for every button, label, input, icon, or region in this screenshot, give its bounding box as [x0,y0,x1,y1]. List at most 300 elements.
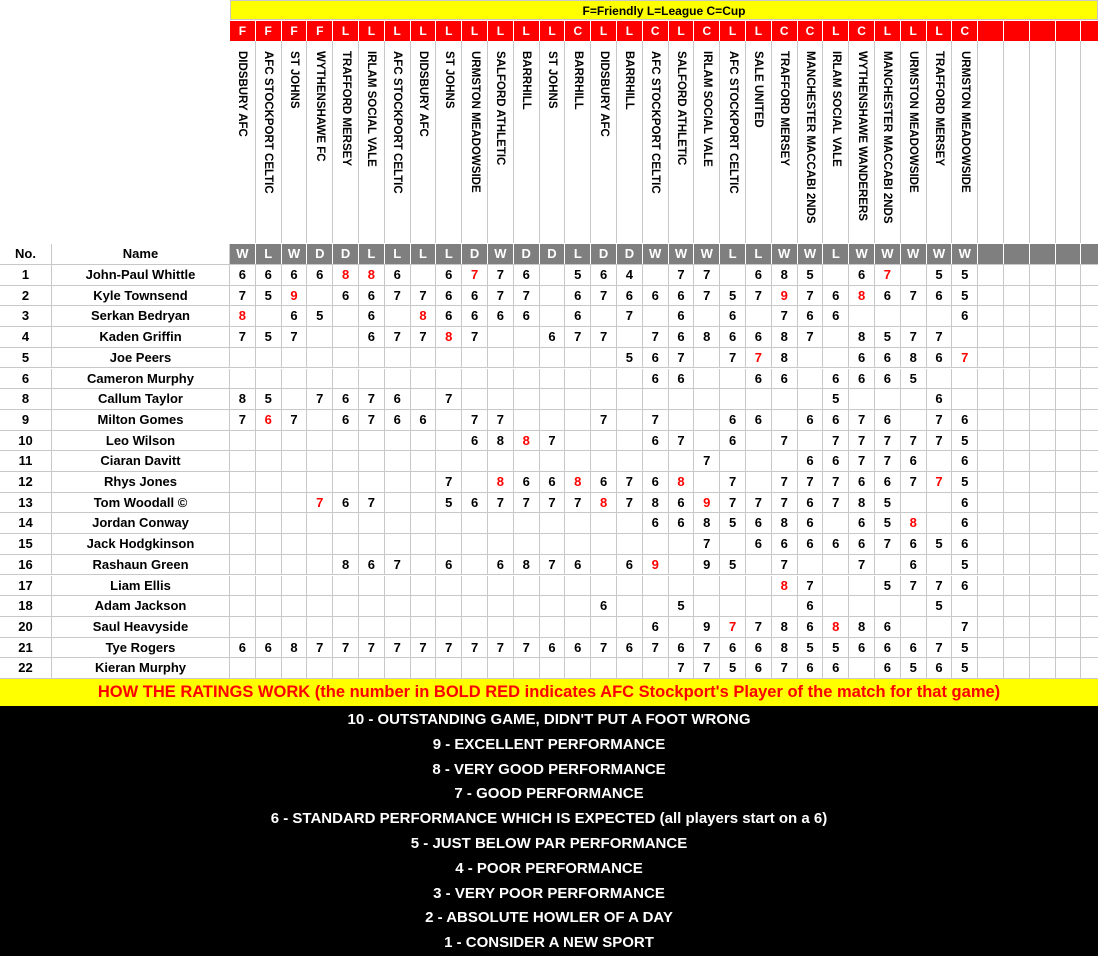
player-rating-cell [462,348,488,369]
player-rating-cell [488,369,514,390]
player-rating-cell [333,534,359,555]
player-rating-cell [1030,638,1056,659]
match-result-cell: L [565,244,591,264]
player-rating-cell: 7 [617,306,643,327]
opponent-header [617,41,643,243]
player-rating-cell [436,658,462,679]
player-rating-cell [282,348,308,369]
player-rating-cell: 5 [952,431,978,452]
player-number: 14 [0,513,52,534]
match-result-cell: L [256,244,282,264]
player-rating-cell: 6 [617,555,643,576]
opponent-header [901,41,927,243]
player-rating-cell [720,576,746,597]
player-rating-cell [1081,513,1098,534]
player-rating-cell [1004,617,1030,638]
player-rating-cell: 8 [772,513,798,534]
player-rating-cell [333,617,359,638]
player-rating-cell [694,472,720,493]
rating-rule: 9 - EXCELLENT PERFORMANCE [432,735,666,753]
opponent-name: TRAFFORD MERSEY [339,51,352,166]
player-rating-cell [462,658,488,679]
player-name: Tom Woodall © [52,493,230,514]
player-rating-cell [1081,451,1098,472]
player-rating-cell: 6 [462,286,488,307]
opponent-name: AFC STOCKPORT CELTIC [649,51,662,194]
player-rating-cell [488,327,514,348]
player-rating-cell: 7 [591,410,617,431]
rating-rule: 2 - ABSOLUTE HOWLER OF A DAY [425,909,673,927]
player-rating-cell [1056,265,1082,286]
player-rating-cell [1056,348,1082,369]
player-rating-cell [256,451,282,472]
player-rating-cell [927,306,953,327]
player-rating-cell: 8 [411,306,437,327]
player-rating-cell [282,431,308,452]
player-rating-cell: 7 [436,389,462,410]
player-rating-cell [256,617,282,638]
player-rating-cell [256,555,282,576]
player-rating-cell: 8 [901,513,927,534]
player-rating-cell [565,431,591,452]
player-rating-cell [978,576,1004,597]
player-rating-cell: 7 [772,472,798,493]
player-rating-cell: 6 [849,513,875,534]
opponent-name: WYTHENSHAWE FC [313,51,326,162]
player-rating-cell: 7 [952,617,978,638]
player-rating-cell: 7 [411,638,437,659]
player-name: Milton Gomes [52,410,230,431]
player-rating-cell: 7 [823,431,849,452]
player-rating-cell [617,410,643,431]
player-rating-cell: 6 [591,472,617,493]
player-rating-cell [436,431,462,452]
player-rating-cell [591,658,617,679]
player-rating-cell [359,513,385,534]
player-rating-cell: 7 [514,286,540,307]
player-rating-cell [694,369,720,390]
player-name: Rhys Jones [52,472,230,493]
player-rating-cell [565,534,591,555]
match-result-cell [1081,244,1098,264]
player-rating-cell: 6 [333,493,359,514]
player-rating-cell [875,389,901,410]
player-rating-cell: 6 [772,534,798,555]
player-rating-cell: 6 [746,513,772,534]
player-rating-cell: 6 [875,658,901,679]
player-rating-cell [333,451,359,472]
opponent-header [746,41,772,243]
player-rating-cell: 6 [540,638,566,659]
player-rating-cell: 7 [230,327,256,348]
player-rating-cell [488,576,514,597]
player-rating-cell: 7 [901,286,927,307]
player-rating-cell: 6 [875,369,901,390]
player-rating-cell: 6 [901,638,927,659]
player-rating-cell: 6 [746,658,772,679]
player-rating-cell: 7 [385,327,411,348]
player-rating-cell [772,389,798,410]
player-rating-cell [617,431,643,452]
player-rating-cell [746,389,772,410]
player-rating-cell: 6 [952,306,978,327]
player-number: 5 [0,348,52,369]
player-rating-cell [385,534,411,555]
player-rating-cell: 7 [798,472,824,493]
player-rating-cell: 6 [875,617,901,638]
player-rating-cell [282,513,308,534]
opponent-name: MANCHESTER MACCABI 2NDS [803,51,816,224]
player-rating-cell: 6 [952,451,978,472]
player-rating-cell: 5 [823,638,849,659]
opponent-name: SALE UNITED [752,51,765,128]
player-rating-cell: 6 [256,410,282,431]
player-rating-cell: 6 [798,534,824,555]
player-rating-cell: 6 [282,306,308,327]
player-rating-cell [1030,513,1056,534]
player-rating-cell [230,555,256,576]
player-rating-cell [256,658,282,679]
player-number: 10 [0,431,52,452]
player-rating-cell: 6 [798,493,824,514]
player-rating-cell [307,327,333,348]
player-rating-cell: 6 [720,327,746,348]
match-type-cell [1056,21,1082,41]
match-result-cell: L [411,244,437,264]
player-rating-cell [591,369,617,390]
player-rating-cell [746,555,772,576]
player-rating-cell: 7 [720,617,746,638]
player-rating-cell [462,555,488,576]
player-rating-cell: 6 [540,327,566,348]
player-rating-cell [436,369,462,390]
player-rating-cell [978,348,1004,369]
player-rating-cell: 8 [772,617,798,638]
player-rating-cell [385,431,411,452]
player-rating-cell: 8 [514,555,540,576]
player-rating-cell [591,348,617,369]
opponent-name: WYTHENSHAWE WANDERERS [855,51,868,221]
player-rating-cell: 6 [849,472,875,493]
opponent-name: TRAFFORD MERSEY [778,51,791,166]
player-rating-cell: 7 [694,534,720,555]
player-rating-cell [514,534,540,555]
player-rating-cell [256,472,282,493]
player-rating-cell: 5 [617,348,643,369]
player-rating-cell [643,306,669,327]
player-rating-cell [694,389,720,410]
player-rating-cell: 5 [720,658,746,679]
player-rating-cell [1004,534,1030,555]
player-rating-cell: 8 [643,493,669,514]
player-rating-cell [1081,658,1098,679]
player-rating-cell [514,369,540,390]
player-rating-cell: 7 [359,638,385,659]
match-type-cell: L [385,21,411,41]
player-rating-cell: 8 [591,493,617,514]
player-rating-cell [1081,431,1098,452]
player-rating-cell: 6 [849,348,875,369]
match-result-cell: D [462,244,488,264]
player-rating-cell [514,658,540,679]
player-rating-cell [385,369,411,390]
opponent-name: SALFORD ATHLETIC [674,51,687,166]
player-rating-cell [617,327,643,348]
player-rating-cell [256,306,282,327]
player-rating-cell [1081,286,1098,307]
player-rating-cell [1030,431,1056,452]
player-rating-cell [1030,369,1056,390]
player-rating-cell: 8 [514,431,540,452]
player-rating-cell [540,451,566,472]
player-rating-cell: 7 [617,472,643,493]
opponent-name: ST JOHNS [545,51,558,109]
player-rating-cell [1056,286,1082,307]
ratings-explanation-title: HOW THE RATINGS WORK (the number in BOLD RED indicates AFC Stockport's Player of the match for that game) [0,679,1098,706]
player-rating-cell [927,369,953,390]
player-rating-cell [411,348,437,369]
player-rating-cell: 6 [746,534,772,555]
player-rating-cell: 8 [901,348,927,369]
player-rating-cell: 6 [823,658,849,679]
player-rating-cell [359,596,385,617]
player-rating-cell [1030,534,1056,555]
player-rating-cell: 7 [411,286,437,307]
player-rating-cell [823,265,849,286]
player-rating-cell: 7 [694,286,720,307]
player-rating-cell: 6 [720,638,746,659]
player-rating-cell: 5 [875,327,901,348]
player-rating-cell [823,555,849,576]
player-rating-cell [1056,493,1082,514]
player-rating-cell: 7 [540,493,566,514]
player-number: 4 [0,327,52,348]
player-rating-cell: 7 [282,327,308,348]
player-rating-cell: 6 [282,265,308,286]
player-rating-cell [411,555,437,576]
player-rating-cell: 8 [694,327,720,348]
player-rating-cell: 6 [927,286,953,307]
player-rating-cell [514,327,540,348]
opponent-header [952,41,978,243]
player-rating-cell: 7 [540,555,566,576]
player-number: 2 [0,286,52,307]
player-rating-cell: 5 [720,555,746,576]
player-rating-cell [978,472,1004,493]
player-number: 13 [0,493,52,514]
player-number: 12 [0,472,52,493]
player-rating-cell: 7 [359,493,385,514]
player-rating-cell: 7 [849,410,875,431]
player-rating-cell [565,451,591,472]
opponent-header [256,41,282,243]
player-rating-cell: 6 [617,638,643,659]
player-rating-cell: 7 [927,410,953,431]
player-rating-cell: 6 [746,265,772,286]
player-rating-cell: 6 [359,306,385,327]
player-rating-cell [540,596,566,617]
player-number: 6 [0,369,52,390]
player-rating-cell: 6 [256,638,282,659]
player-rating-cell [694,431,720,452]
player-rating-cell: 7 [591,327,617,348]
player-rating-cell [978,286,1004,307]
player-rating-cell: 6 [514,472,540,493]
player-rating-cell [772,410,798,431]
player-rating-cell: 6 [798,306,824,327]
player-rating-cell [1081,576,1098,597]
player-number: 22 [0,658,52,679]
player-rating-cell: 7 [746,617,772,638]
match-type-cell: C [643,21,669,41]
rating-rule: 10 - OUTSTANDING GAME, DIDN'T PUT A FOOT WRONG [347,711,751,728]
player-rating-cell: 6 [875,348,901,369]
player-rating-cell [359,369,385,390]
player-number: 20 [0,617,52,638]
player-rating-cell [230,534,256,555]
player-rating-cell: 9 [694,555,720,576]
player-rating-cell [798,555,824,576]
player-rating-cell [901,596,927,617]
player-rating-cell [282,451,308,472]
player-rating-cell: 5 [256,327,282,348]
player-rating-cell [823,576,849,597]
player-rating-cell [643,451,669,472]
opponent-header [849,41,875,243]
player-rating-cell [565,576,591,597]
player-rating-cell [540,658,566,679]
player-rating-cell [1004,389,1030,410]
player-rating-cell: 7 [875,451,901,472]
player-rating-cell [1004,265,1030,286]
match-result-cell [1030,244,1056,264]
match-type-cell [1081,21,1098,41]
player-rating-cell: 7 [952,348,978,369]
player-rating-cell [359,658,385,679]
player-rating-cell [1081,389,1098,410]
player-rating-cell [978,513,1004,534]
player-rating-cell [540,265,566,286]
player-rating-cell [1030,327,1056,348]
player-rating-cell [823,348,849,369]
player-rating-cell [978,369,1004,390]
player-rating-cell [669,617,695,638]
player-rating-cell [1030,286,1056,307]
player-number: 17 [0,576,52,597]
player-rating-cell [1081,638,1098,659]
opponent-header [875,41,901,243]
match-type-cell: L [875,21,901,41]
player-rating-cell: 8 [488,472,514,493]
opponent-header [927,41,953,243]
player-rating-cell [540,513,566,534]
player-rating-cell: 6 [798,410,824,431]
player-rating-cell: 6 [798,513,824,534]
player-rating-cell: 7 [669,265,695,286]
player-name: Kieran Murphy [52,658,230,679]
player-rating-cell: 7 [720,472,746,493]
player-rating-cell: 7 [901,431,927,452]
player-rating-cell: 7 [798,286,824,307]
player-rating-cell: 7 [230,286,256,307]
player-rating-cell [1030,617,1056,638]
match-result-cell: W [488,244,514,264]
player-rating-cell [720,369,746,390]
player-rating-cell: 8 [772,327,798,348]
player-rating-cell [1004,513,1030,534]
player-rating-cell [333,658,359,679]
player-rating-cell [359,348,385,369]
player-rating-cell: 7 [901,472,927,493]
player-rating-cell [1056,513,1082,534]
player-rating-cell [333,576,359,597]
player-rating-cell [720,596,746,617]
player-rating-cell [669,410,695,431]
opponent-name: DIDSBURY AFC [236,51,249,137]
player-rating-cell: 5 [927,596,953,617]
player-rating-cell [411,576,437,597]
column-header-name: Name [52,244,230,264]
player-rating-cell: 9 [694,617,720,638]
player-rating-cell [359,534,385,555]
player-rating-cell: 7 [927,576,953,597]
player-rating-cell: 5 [565,265,591,286]
player-rating-cell: 6 [798,617,824,638]
player-rating-cell: 6 [669,638,695,659]
player-rating-cell [952,369,978,390]
player-rating-cell [514,617,540,638]
player-rating-cell: 6 [591,265,617,286]
player-rating-cell: 7 [772,493,798,514]
opponent-name: IRLAM SOCIAL VALE [365,51,378,167]
player-rating-cell: 7 [436,472,462,493]
player-rating-cell [772,596,798,617]
player-rating-cell [1056,638,1082,659]
player-rating-cell: 6 [952,513,978,534]
player-rating-cell [1081,410,1098,431]
player-rating-cell [669,555,695,576]
opponent-name: URMSTON MEADOWSIDE [907,51,920,193]
player-rating-cell [411,472,437,493]
player-rating-cell: 7 [488,265,514,286]
player-rating-cell: 6 [875,472,901,493]
player-rating-cell: 6 [643,431,669,452]
player-rating-cell: 9 [772,286,798,307]
player-rating-cell [875,555,901,576]
player-rating-cell [978,596,1004,617]
opponent-header [1056,41,1082,243]
player-name: Jack Hodgkinson [52,534,230,555]
player-rating-cell [1056,617,1082,638]
player-rating-cell [1056,306,1082,327]
player-rating-cell [617,596,643,617]
player-rating-cell [230,576,256,597]
player-rating-cell [875,596,901,617]
player-rating-cell: 8 [333,265,359,286]
player-rating-cell: 6 [462,306,488,327]
player-rating-cell [617,576,643,597]
match-result-cell [978,244,1004,264]
player-name: Jordan Conway [52,513,230,534]
opponent-header [230,41,256,243]
player-rating-cell [617,369,643,390]
player-rating-cell [849,576,875,597]
player-rating-cell: 6 [230,265,256,286]
match-type-cell: F [230,21,256,41]
player-rating-cell [978,617,1004,638]
player-rating-cell: 8 [849,493,875,514]
player-rating-cell [1004,596,1030,617]
